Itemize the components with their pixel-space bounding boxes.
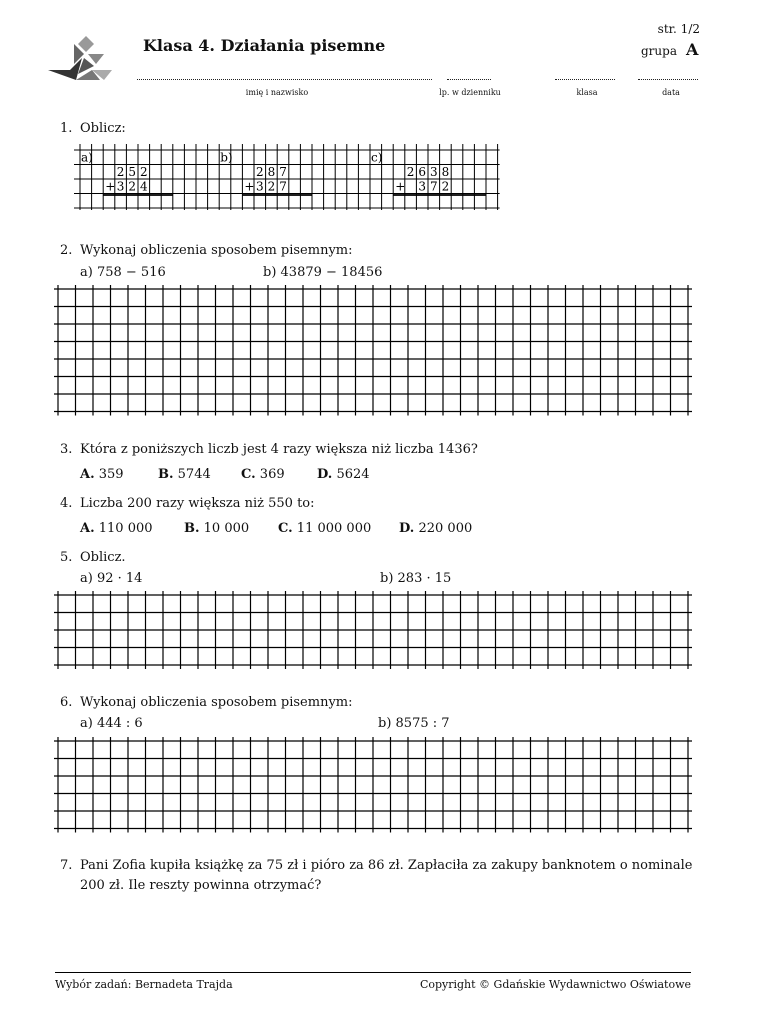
part-label: c) bbox=[371, 150, 383, 165]
task-5-heading bbox=[60, 550, 126, 565]
digit: 3 bbox=[256, 179, 264, 194]
digit: 3 bbox=[418, 179, 427, 194]
task-text: Wykonaj obliczenia sposobem pisemnym: bbox=[80, 695, 353, 710]
footer-author: Wybór zadań: Bernadeta Trajda bbox=[55, 978, 233, 991]
digit: 8 bbox=[441, 165, 450, 179]
task-text: Oblicz. bbox=[80, 550, 126, 565]
task-4-heading bbox=[60, 496, 315, 511]
tangram-logo-icon bbox=[48, 34, 114, 88]
digit: + bbox=[244, 179, 255, 194]
task-number: 6. bbox=[60, 695, 73, 710]
digit: 2 bbox=[406, 165, 415, 179]
digit: 2 bbox=[441, 179, 450, 194]
group-label: grupa bbox=[641, 44, 677, 58]
digit: + bbox=[395, 179, 406, 194]
task-5a: a) 92 · 14 bbox=[80, 571, 143, 586]
task-7-text-continued: 200 zł. Ile reszty powinna otrzymać? bbox=[80, 878, 322, 893]
task-3-option-c[interactable]: C. 369 bbox=[241, 467, 285, 482]
task-2-heading bbox=[60, 243, 353, 258]
footer-divider bbox=[55, 972, 691, 973]
task-4-option-d[interactable]: D. 220 000 bbox=[399, 521, 473, 536]
digit: 7 bbox=[279, 179, 287, 194]
part-label: a) bbox=[81, 150, 93, 165]
class-field[interactable] bbox=[555, 78, 615, 80]
digit: 4 bbox=[140, 179, 148, 194]
date-caption: data bbox=[662, 88, 680, 97]
task-4-option-c[interactable]: C. 11 000 000 bbox=[278, 521, 372, 536]
task-3-heading bbox=[60, 442, 478, 457]
task-3-option-d[interactable]: D. 5624 bbox=[317, 467, 370, 482]
task-6-heading bbox=[60, 695, 353, 710]
date-field[interactable] bbox=[638, 78, 698, 80]
task-text: Wykonaj obliczenia sposobem pisemnym: bbox=[80, 243, 353, 258]
task-2-answer-grid[interactable] bbox=[54, 285, 694, 425]
footer-copyright: Copyright © Gdańskie Wydawnictwo Oświatowe bbox=[419, 978, 691, 991]
task-text: Liczba 200 razy większa niż 550 to: bbox=[80, 496, 315, 511]
digit: 3 bbox=[116, 179, 125, 194]
task-1-answer-grid[interactable] bbox=[74, 144, 502, 220]
digit: 2 bbox=[140, 165, 148, 179]
task-text: Pani Zofia kupiła książkę za 75 zł i pióro za 86 zł. Zapłaciła za zakupy banknotem o nominale bbox=[80, 858, 693, 873]
task-4-option-b[interactable]: B. 10 000 bbox=[184, 521, 250, 536]
page-title: Klasa 4. Działania pisemne bbox=[143, 36, 386, 55]
task-3-option-a[interactable]: A. 359 bbox=[80, 467, 124, 482]
digit: 2 bbox=[267, 179, 276, 194]
name-field[interactable] bbox=[137, 78, 432, 80]
digit: 7 bbox=[430, 179, 438, 194]
digit: 2 bbox=[116, 165, 125, 179]
task-2a: a) 758 − 516 bbox=[80, 265, 166, 280]
task-number: 3. bbox=[60, 442, 73, 457]
group-letter: A bbox=[686, 40, 699, 59]
digit: 8 bbox=[267, 165, 276, 179]
task-text: Oblicz: bbox=[80, 121, 126, 136]
task-number: 2. bbox=[60, 243, 73, 258]
part-label: b) bbox=[220, 150, 233, 165]
task-number: 5. bbox=[60, 550, 73, 565]
task-number: 7. bbox=[60, 858, 73, 873]
digit: 2 bbox=[128, 179, 137, 194]
digit: 6 bbox=[418, 165, 427, 179]
roll-number-field[interactable] bbox=[447, 78, 491, 80]
task-6a: a) 444 : 6 bbox=[80, 716, 143, 731]
digit: 2 bbox=[256, 165, 264, 179]
task-3-option-b[interactable]: B. 5744 bbox=[158, 467, 211, 482]
task-6-answer-grid[interactable] bbox=[54, 737, 694, 841]
digit: + bbox=[105, 179, 116, 194]
task-5-answer-grid[interactable] bbox=[54, 591, 694, 677]
task-1-heading bbox=[60, 121, 126, 136]
task-number: 1. bbox=[60, 121, 73, 136]
task-7-heading bbox=[60, 858, 692, 873]
task-6b: b) 8575 : 7 bbox=[378, 716, 450, 731]
name-caption: imię i nazwisko bbox=[245, 88, 309, 97]
class-caption: klasa bbox=[576, 88, 598, 97]
digit: 3 bbox=[430, 165, 438, 179]
task-4-option-a[interactable]: A. 110 000 bbox=[80, 521, 153, 536]
task-2b: b) 43879 − 18456 bbox=[263, 265, 383, 280]
page-number: str. 1/2 bbox=[657, 22, 700, 36]
task-number: 4. bbox=[60, 496, 73, 511]
task-text: Która z poniższych liczb jest 4 razy większa niż liczba 1436? bbox=[80, 442, 478, 457]
task-5b: b) 283 · 15 bbox=[380, 571, 452, 586]
roll-number-caption: lp. w dzienniku bbox=[439, 88, 501, 97]
digit: 7 bbox=[279, 165, 287, 179]
digit: 5 bbox=[128, 165, 137, 179]
